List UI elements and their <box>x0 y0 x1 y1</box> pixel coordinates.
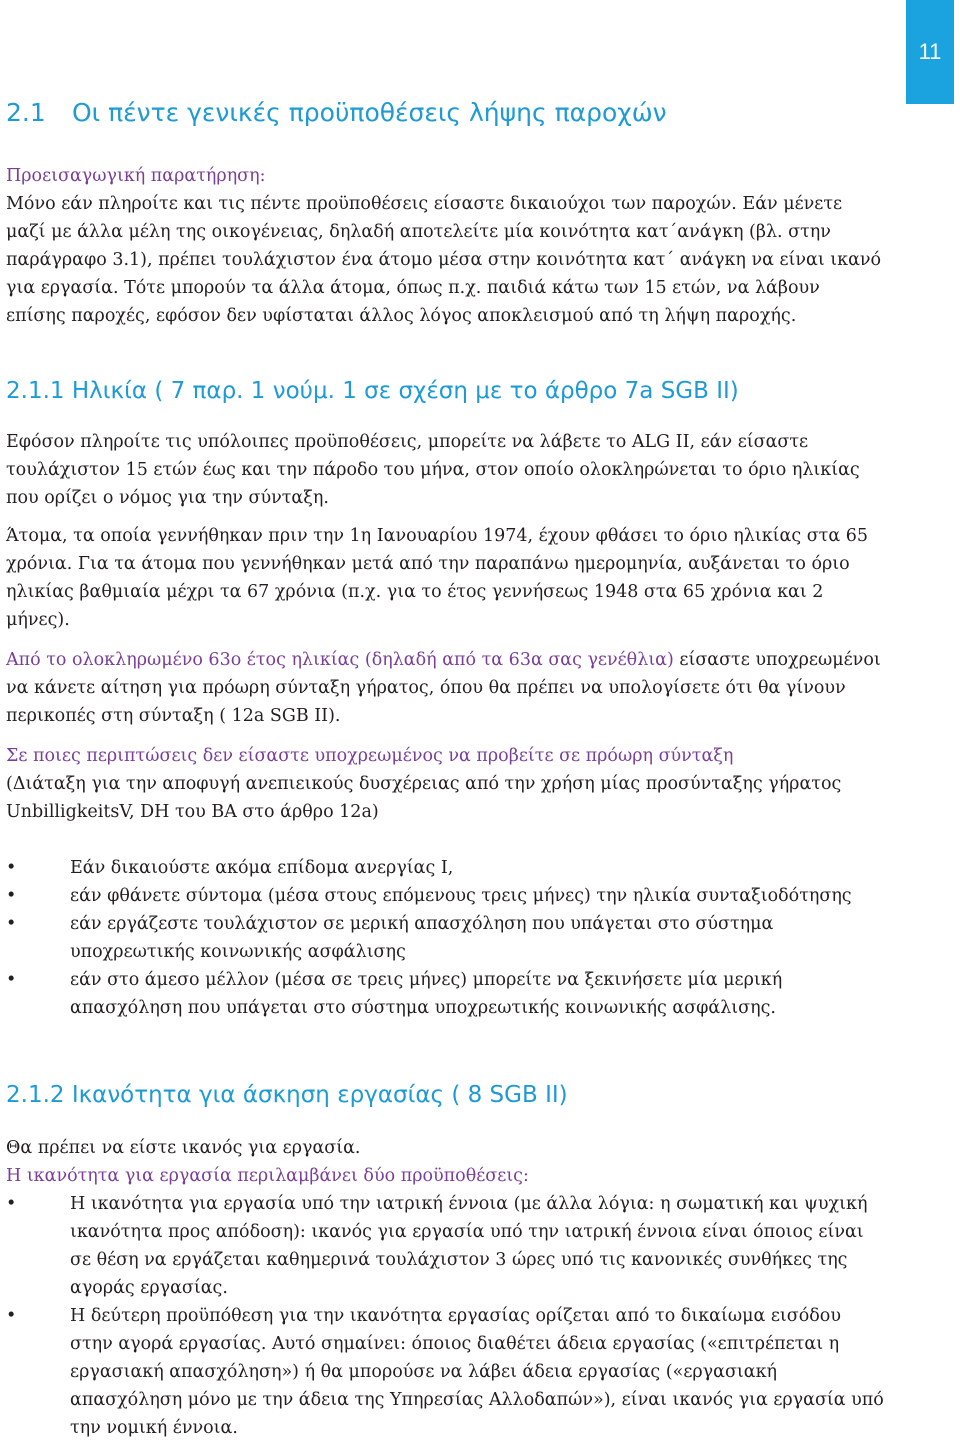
bullet-icon: • <box>6 970 17 990</box>
bullet-icon: • <box>6 914 17 934</box>
bullet-icon: • <box>6 1194 17 1214</box>
age-paragraph-3-highlight: Από το ολοκληρωμένο 63ο έτος ηλικίας (δηλαδή από τα 63α σας γενέθλια) <box>6 650 674 670</box>
bullet-icon: • <box>6 886 17 906</box>
age-paragraph-4-highlight: Σε ποιες περιπτώσεις δεν είσαστε υποχρεωμένος να προβείτε σε πρόωρη σύνταξη <box>6 746 734 766</box>
age-paragraph-3 <box>6 646 884 730</box>
work-paragraph-2: Η ικανότητα για εργασία περιλαμβάνει δύο προϋποθέσεις: <box>6 1166 529 1186</box>
work-conditions-list <box>6 1190 884 1442</box>
list-item: • Η ικανότητα για εργασία υπό την ιατρική έννοια (με άλλα λόγια: η σωματική και ψυχική ικανότητα προς απόδοση): ικανός για εργασία υπό την ιατρική έννοια είναι όποιος είναι σε θέση να εργάζεται καθημερινά τουλάχιστον 3 ώρες υπό τις κανονικές συνθήκες της αγοράς εργασίας. <box>6 1190 884 1302</box>
list-item: • Εάν δικαιούστε ακόμα επίδομα ανεργίας I, <box>6 854 884 882</box>
work-paragraph-1: Θα πρέπει να είστε ικανός για εργασία. <box>6 1138 361 1158</box>
age-paragraph-4-rest: (Διάταξη για την αποφυγή ανεπιεικούς δυσχέρειας από την χρήση μίας προσύνταξης γήρατος UnbilligkeitsV, DH του BA στο άρθρο 12a) <box>6 774 842 822</box>
section-title-text: Οι πέντε γενικές προϋποθέσεις λήψης παροχών <box>72 98 667 127</box>
list-item: • Η δεύτερη προϋπόθεση για την ικανότητα εργασίας ορίζεται από το δικαίωμα εισόδου στην αγορά εργασίας. Αυτό σημαίνει: όποιος διαθέτει άδεια εργασίας («επιτρέπεται η εργασιακή απασχόληση») ή θα μπορούσε να λάβει άδεια εργασίας («εργασιακή απασχόληση μόνο με την άδεια της Υπηρεσίας Αλλοδαπών»), είναι ικανός για εργασία υπό την νομική έννοια. <box>6 1302 884 1442</box>
age-subtitle: 2.1.1 Ηλικία ( 7 παρ. 1 νούμ. 1 σε σχέση με το άρθρο 7a SGB II) <box>6 378 739 404</box>
bullet-icon: • <box>6 1306 17 1326</box>
age-paragraph-3-rest: είσαστε υποχρεωμένοι να κάνετε αίτηση για πρόωρη σύνταξη γήρατος, όπου θα πρέπει να υπολογίσετε ότι θα γίνουν περικοπές στη σύνταξη ( 12a SGB II). <box>6 650 881 726</box>
section-title <box>6 98 667 127</box>
age-paragraph-2: Άτομα, τα οποία γεννήθηκαν πριν την 1η Ιανουαρίου 1974, έχουν φθάσει το όριο ηλικίας στα 65 χρόνια. Για τα άτομα που γεννήθηκαν μετά από την παραπάνω ημερομηνία, αυξάνεται το όριο ηλικίας βαθμιαία μέχρι τα 67 χρόνια (π.χ. για το έτος γεννήσεως 1948 στα 65 χρόνια και 2 μήνες). <box>6 526 868 630</box>
work-subtitle: 2.1.2 Ικανότητα για άσκηση εργασίας ( 8 SGB II) <box>6 1082 568 1108</box>
age-paragraph-1: Εφόσον πληροίτε τις υπόλοιπες προϋποθέσεις, μπορείτε να λάβετε το ALG II, εάν είσαστε τουλάχιστον 15 ετών έως και την πάροδο του μήνα, στον οποίο ολοκληρώνεται το όριο ηλικίας που ορίζει ο νόμος για την σύνταξη. <box>6 432 860 508</box>
age-exceptions-list <box>6 854 884 1022</box>
intro-label: Προεισαγωγική παρατήρηση: <box>6 166 266 186</box>
list-item: • εάν φθάνετε σύντομα (μέσα στους επόμενους τρεις μήνες) την ηλικία συνταξιοδότησης <box>6 882 884 910</box>
intro-text: Μόνο εάν πληροίτε και τις πέντε προϋποθέσεις είσαστε δικαιούχοι των παροχών. Εάν μένετε μαζί με άλλα μέλη της οικογένειας, δηλαδή αποτελείτε μία κοινότητα κατ΄ανάγκη (βλ. στην παράγραφο 3.1), πρέπει τουλάχιστον ένα άτομο μέσα στην κοινότητα κατ΄ ανάγκη να είναι ικανό για εργασία. Τότε μπορούν τα άλλα άτομα, όπως π.χ. παιδιά κάτω των 15 ετών, να λάβουν επίσης παροχές, εφόσον δεν υφίσταται άλλος λόγος αποκλεισμού από τη λήψη παροχής. <box>6 194 882 326</box>
list-item: • εάν στο άμεσο μέλλον (μέσα σε τρεις μήνες) μπορείτε να ξεκινήσετε μία μερική απασχόληση που υπάγεται στο σύστημα υποχρεωτικής κοινωνικής ασφάλισης. <box>6 966 884 1022</box>
page-number-tab <box>906 0 954 104</box>
list-item: • εάν εργάζεστε τουλάχιστον σε μερική απασχόληση που υπάγεται στο σύστημα υποχρεωτικής κοινωνικής ασφάλισης <box>6 910 884 966</box>
page-number: 11 <box>918 39 942 64</box>
bullet-icon: • <box>6 858 17 878</box>
section-number: 2.1 <box>6 98 46 127</box>
